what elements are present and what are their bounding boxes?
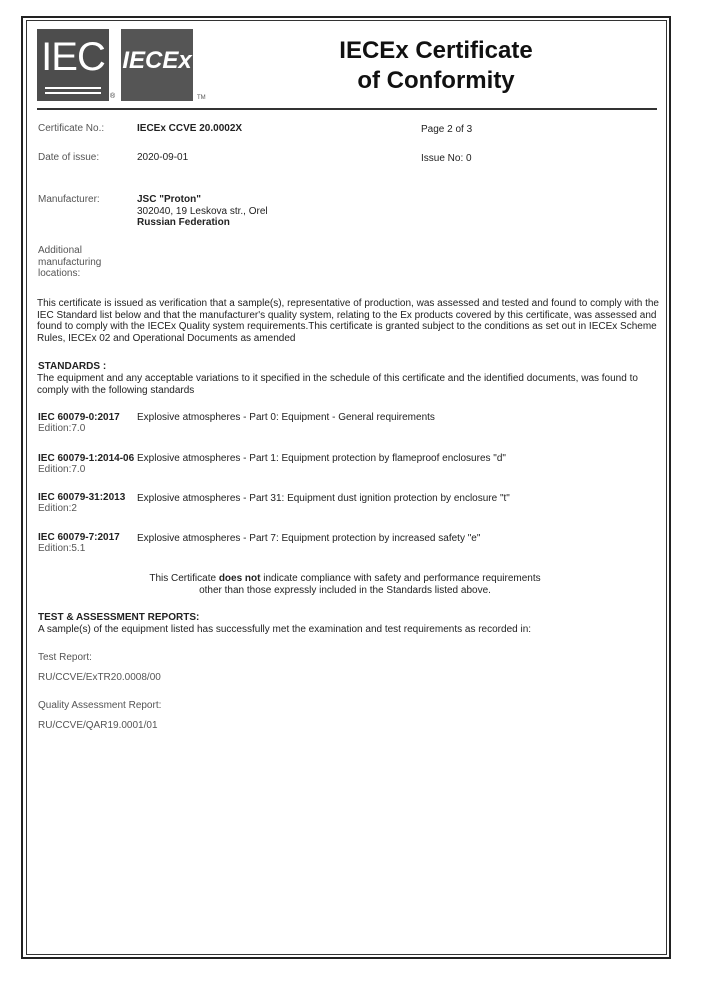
additional-locations-label: locations: — [38, 268, 81, 279]
standard-title: Explosive atmospheres - Part 1: Equipment protection by flameproof enclosures "d" — [137, 453, 506, 464]
standard-code: IEC 60079-1:2014-06 — [38, 453, 135, 464]
reports-heading: TEST & ASSESSMENT REPORTS: — [38, 612, 200, 623]
standard-code: IEC 60079-31:2013 — [38, 492, 126, 503]
page-number: Page 2 of 3 — [421, 124, 473, 135]
standard-code: IEC 60079-0:2017 — [38, 412, 120, 423]
header-divider — [37, 108, 657, 110]
iec-logo — [37, 29, 109, 101]
document-title — [300, 36, 572, 96]
certificate-number-label: Certificate No.: — [38, 123, 105, 134]
page-border-inner — [26, 20, 667, 955]
iec-logo-stripe — [45, 87, 101, 89]
title-line-1: IECEx Certificate — [339, 37, 533, 64]
additional-locations-label: manufacturing — [38, 257, 102, 268]
standard-title: Explosive atmospheres - Part 31: Equipment dust ignition protection by enclosure "t" — [137, 493, 510, 504]
iecex-logo-text: IECEx — [122, 47, 192, 74]
manufacturer-country: Russian Federation — [137, 217, 230, 228]
iecex-logo — [121, 29, 193, 101]
compliance-note-line-1 — [130, 573, 560, 585]
date-of-issue-label: Date of issue: — [38, 152, 100, 163]
issue-number: Issue No: 0 — [421, 153, 472, 164]
manufacturer-label: Manufacturer: — [38, 194, 100, 205]
compliance-note-line-2: other than those expressly included in the Standards listed above. — [199, 584, 491, 596]
test-report-label: Test Report: — [38, 652, 92, 663]
note-emphasis: does not — [218, 573, 261, 584]
date-of-issue: 2020-09-01 — [137, 152, 189, 163]
qa-report-label: Quality Assessment Report: — [38, 700, 162, 711]
standards-intro: The equipment and any acceptable variations to it specified in the schedule of this certificate and the identified documents, was found to comply with the following standards — [37, 373, 638, 396]
standard-title: Explosive atmospheres - Part 7: Equipment protection by increased safety "e" — [137, 533, 481, 544]
manufacturer-address: 302040, 19 Leskova str., Orel — [137, 206, 268, 217]
registered-mark: ® — [110, 93, 116, 100]
standards-heading: STANDARDS : — [38, 361, 107, 372]
iec-logo-text: IEC — [41, 35, 105, 79]
standard-title: Explosive atmospheres - Part 0: Equipment - General requirements — [137, 412, 435, 423]
intro-paragraph: This certificate is issued as verification that a sample(s), representative of production, was assessed and tested and found to comply with the IEC Standard list below and that the manufacturer's quality system, relating to the Ex products covered by this certificate, was assessed and found to comply with the IECEx Quality system requirements.This certificate is granted subject to the conditions as set out in IECEx Scheme Rules, IECEx 02 and Operational Documents as amended — [37, 298, 659, 344]
note-text: This Certificate — [149, 573, 219, 584]
title-line-2: of Conformity — [357, 67, 515, 94]
standard-edition: Edition:5.1 — [38, 543, 86, 554]
standard-edition: Edition:7.0 — [38, 423, 86, 434]
compliance-note — [130, 573, 560, 596]
standard-edition: Edition:7.0 — [38, 464, 86, 475]
trademark-mark: TM — [197, 95, 206, 101]
iec-logo-stripe — [45, 92, 101, 94]
standard-code: IEC 60079-7:2017 — [38, 532, 120, 543]
additional-locations-label: Additional — [38, 245, 82, 256]
test-report-value: RU/CCVE/ExTR20.0008/00 — [38, 672, 161, 683]
standard-edition: Edition:2 — [38, 503, 77, 514]
manufacturer-name: JSC "Proton" — [137, 194, 201, 205]
note-text: indicate compliance with safety and performance requirements — [260, 573, 541, 584]
qa-report-value: RU/CCVE/QAR19.0001/01 — [38, 720, 158, 731]
reports-intro: A sample(s) of the equipment listed has successfully met the examination and test requirements as recorded in: — [38, 624, 532, 635]
certificate-number: IECEx CCVE 20.0002X — [137, 123, 243, 134]
